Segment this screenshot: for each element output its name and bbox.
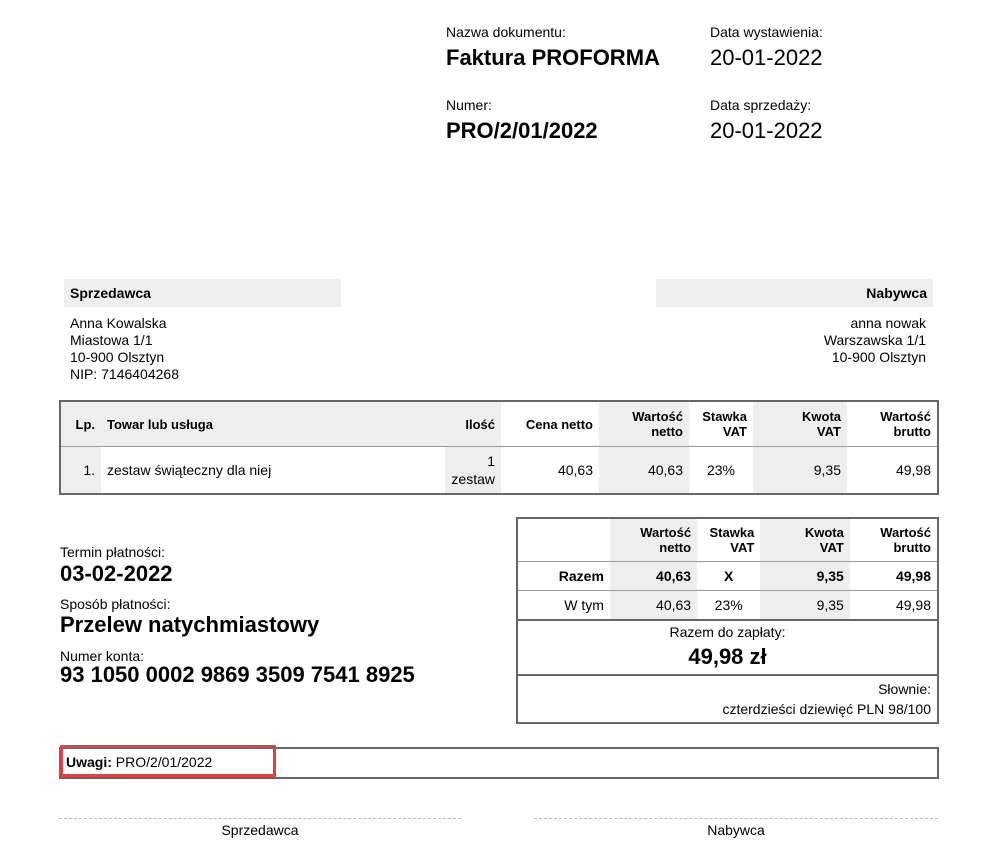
sale-date-label: Data sprzedaży: — [710, 97, 812, 113]
seller-signature-line — [59, 818, 461, 819]
summary-col-rate-line2: VAT — [730, 540, 755, 555]
summary-incl-label: W tym — [517, 591, 610, 621]
sale-date: 20-01-2022 — [710, 118, 823, 143]
words-label: Słownie: — [878, 681, 931, 697]
summary-col-net-line1: Wartość — [640, 525, 692, 540]
seller-details — [70, 315, 179, 383]
col-name: Towar lub usługa — [101, 401, 445, 447]
summary-total-row — [517, 562, 938, 591]
col-gross-line2: brutto — [893, 424, 931, 439]
summary-incl-vat: 9,35 — [760, 591, 850, 621]
words-value: czterdzieści dziewięć PLN 98/100 — [722, 701, 931, 717]
col-rate — [689, 401, 753, 447]
doc-name-label: Nazwa dokumentu: — [446, 24, 566, 40]
col-qty: Ilość — [445, 401, 501, 447]
col-price: Cena netto — [501, 401, 599, 447]
col-net-line1: Wartość — [632, 409, 683, 424]
document-number: PRO/2/01/2022 — [446, 118, 598, 143]
col-gross-line1: Wartość — [880, 409, 931, 424]
to-pay-label: Razem do zapłaty: — [669, 624, 786, 640]
col-net-line2: netto — [651, 424, 683, 439]
item-net: 40,63 — [599, 447, 689, 495]
buyer-signature-line — [534, 818, 938, 819]
doc-name: Faktura PROFORMA — [446, 45, 660, 70]
summary-col-net-line2: netto — [659, 540, 692, 555]
notes-value: PRO/2/01/2022 — [115, 754, 213, 770]
buyer-details — [824, 315, 926, 366]
col-vat-line1: Kwota — [802, 409, 841, 424]
col-gross — [847, 401, 938, 447]
issue-date: 20-01-2022 — [710, 45, 823, 70]
payment-method-label: Sposób płatności: — [60, 596, 171, 612]
items-header-row — [60, 401, 938, 447]
summary-col-net — [610, 518, 697, 562]
summary-to-pay-row — [517, 620, 938, 675]
payment-method: Przelew natychmiastowy — [60, 612, 320, 637]
item-price: 40,63 — [557, 462, 593, 478]
items-table — [59, 400, 939, 495]
buyer-heading: Nabywca — [656, 279, 933, 307]
summary-col-vat-line2: VAT — [819, 540, 844, 555]
number-label: Numer: — [446, 97, 492, 113]
buyer-street: Warszawska 1/1 — [823, 332, 926, 348]
account-number: 93 1050 0002 9869 3509 7541 8925 — [60, 662, 415, 687]
summary-words-cell — [517, 675, 938, 723]
account-label: Numer konta: — [60, 648, 145, 664]
item-vat: 9,35 — [753, 447, 847, 495]
summary-col-rate — [697, 518, 760, 562]
seller-name: Anna Kowalska — [70, 315, 167, 331]
col-rate-line1: Stawka — [702, 409, 747, 424]
buyer-city: 10-900 Olsztyn — [831, 349, 926, 365]
summary-incl-net: 40,63 — [610, 591, 697, 621]
summary-col-vat — [760, 518, 850, 562]
notes-label: Uwagi: — [66, 754, 112, 770]
summary-total-net: 40,63 — [610, 562, 697, 591]
item-rate: 23% — [706, 462, 736, 478]
summary-header-row — [517, 518, 938, 562]
buyer-name: anna nowak — [850, 315, 926, 331]
summary-total-gross: 49,98 — [850, 562, 938, 591]
summary-col-gross-line1: Wartość — [880, 525, 931, 540]
to-pay-amount: 49,98 zł — [688, 644, 767, 669]
col-vat-line2: VAT — [816, 424, 841, 439]
item-qty-cell — [445, 447, 501, 495]
summary-incl-row — [517, 591, 938, 621]
col-net — [599, 401, 689, 447]
summary-col-gross — [850, 518, 938, 562]
seller-street: Miastowa 1/1 — [70, 332, 153, 348]
item-name: zestaw świąteczny dla niej — [107, 462, 272, 478]
item-lp: 1. — [60, 447, 101, 495]
due-date-label: Termin płatności: — [60, 544, 166, 560]
summary-total-rate: X — [697, 562, 760, 591]
summary-total-vat: 9,35 — [760, 562, 850, 591]
table-row — [60, 447, 938, 495]
col-vat — [753, 401, 847, 447]
issue-date-label: Data wystawienia: — [710, 24, 823, 40]
buyer-signature-label: Nabywca — [707, 822, 765, 838]
summary-incl-gross: 49,98 — [850, 591, 938, 621]
seller-signature-label: Sprzedawca — [221, 822, 299, 838]
seller-heading: Sprzedawca — [64, 279, 341, 307]
summary-incl-rate: 23% — [697, 591, 760, 621]
summary-to-pay-cell — [517, 620, 938, 675]
item-gross: 49,98 — [895, 462, 931, 478]
item-qty: 1 — [487, 453, 495, 469]
item-unit: zestaw — [451, 471, 495, 487]
summary-words-row — [517, 675, 938, 723]
summary-col-gross-line2: brutto — [893, 540, 931, 555]
notes — [66, 754, 212, 770]
summary-col-rate-line1: Stawka — [709, 525, 755, 540]
summary-total-label: Razem — [517, 562, 610, 591]
col-lp: Lp. — [60, 401, 101, 447]
summary-col-label — [517, 518, 610, 562]
due-date: 03-02-2022 — [60, 561, 173, 586]
summary-col-vat-line1: Kwota — [804, 525, 844, 540]
seller-nip: NIP: 7146404268 — [70, 366, 179, 382]
summary-table — [516, 517, 939, 724]
seller-city: 10-900 Olsztyn — [70, 349, 165, 365]
col-rate-line2: VAT — [722, 424, 747, 439]
